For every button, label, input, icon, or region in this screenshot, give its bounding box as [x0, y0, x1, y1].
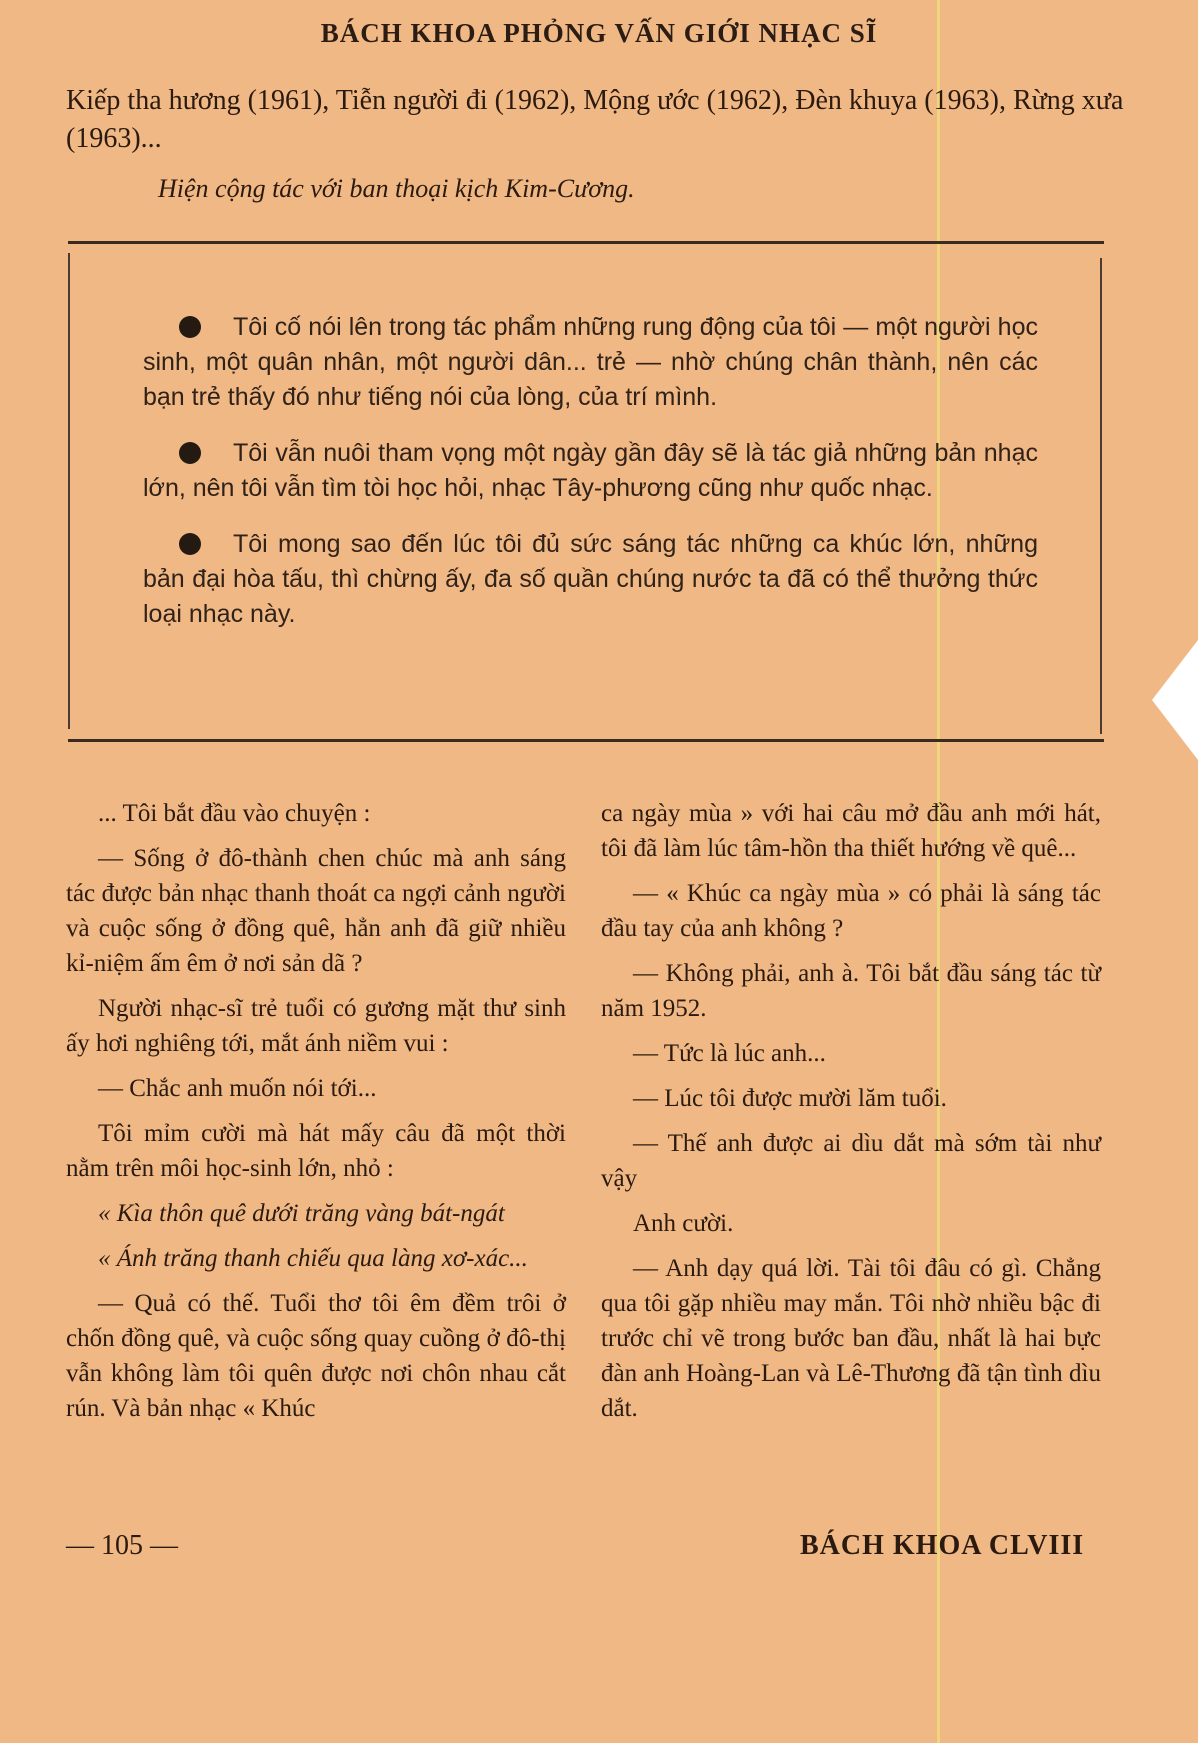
paragraph: ... Tôi bắt đầu vào chuyện :	[98, 800, 371, 827]
quote-text: Tôi cố nói lên trong tác phẩm những rung động của tôi — một người học sinh, một quân nhân, một người dân... trẻ — nhờ chúng chân thành, nên các bạn trẻ thấy đó như tiếng nói của lòng, của trí mình.	[143, 313, 1038, 411]
quote-box	[143, 310, 1038, 653]
right-column	[601, 796, 1101, 1436]
issue-label: BÁCH KHOA CLVIII	[800, 1530, 1085, 1561]
intro-section	[66, 82, 1126, 208]
bullet-icon	[179, 316, 201, 338]
box-top-rule	[68, 241, 1104, 244]
paragraph: ca ngày mùa » với hai câu mở đầu anh mới hát, tôi đã làm lúc tâm-hồn tha thiết hướng về quê...	[601, 800, 1101, 862]
box-right-border	[1100, 258, 1102, 734]
paragraph: — Anh dạy quá lời. Tài tôi đâu có gì. Chẳng qua tôi gặp nhiều may mắn. Tôi nhờ nhiều bậc đi trước chỉ vẽ trong bước ban đầu, nhất là hai bực đàn anh Hoàng-Lan và Lê-Thương đã tận tình dìu dắt.	[601, 1255, 1101, 1422]
paragraph: — Chắc anh muốn nói tới...	[98, 1075, 377, 1102]
bullet-icon	[179, 442, 201, 464]
left-column	[66, 796, 566, 1436]
paragraph: Người nhạc-sĩ trẻ tuổi có gương mặt thư sinh ấy hơi nghiêng tới, mắt ánh niềm vui :	[66, 995, 566, 1057]
works-list: Kiếp tha hương (1961), Tiễn người đi (1962), Mộng ước (1962), Đèn khuya (1963), Rừng xưa (1963)...	[66, 85, 1124, 154]
paragraph: — Quả có thế. Tuổi thơ tôi êm đềm trôi ở chốn đồng quê, và cuộc sống quay cuồng ở đô-thị vẫn không làm tôi quên được nơi chôn nhau cắt rún. Và bản nhạc « Khúc	[66, 1290, 566, 1422]
page-number: — 105 —	[66, 1530, 178, 1561]
paragraph: Anh cười.	[633, 1210, 734, 1237]
collaboration-note: Hiện cộng tác với ban thoại kịch Kim-Cương.	[158, 174, 635, 203]
paragraph: — « Khúc ca ngày mùa » có phải là sáng tác đầu tay của anh không ?	[601, 880, 1101, 942]
paragraph: — Tức là lúc anh...	[633, 1040, 826, 1067]
paragraph: — Lúc tôi được mười lăm tuổi.	[633, 1085, 947, 1112]
paragraph: — Không phải, anh à. Tôi bắt đầu sáng tác từ năm 1952.	[601, 960, 1101, 1022]
box-bottom-rule	[68, 739, 1104, 742]
song-verse: « Kìa thôn quê dưới trăng vàng bát-ngát	[98, 1200, 505, 1227]
paragraph: Tôi mỉm cười mà hát mấy câu đã một thời nằm trên môi học-sinh lớn, nhỏ :	[66, 1120, 566, 1182]
torn-edge	[1152, 640, 1198, 760]
quote-item	[143, 527, 1038, 632]
paragraph: — Thế anh được ai dìu dắt mà sớm tài như vậy	[601, 1130, 1101, 1192]
bullet-icon	[179, 533, 201, 555]
quote-text: Tôi vẫn nuôi tham vọng một ngày gần đây sẽ là tác giả những bản nhạc lớn, nên tôi vẫn tìm tòi học hỏi, nhạc Tây-phương cũng như quốc nhạc.	[143, 439, 1038, 502]
quote-item	[143, 310, 1038, 415]
quote-text: Tôi mong sao đến lúc tôi đủ sức sáng tác những ca khúc lớn, những bản đại hòa tấu, thì chừng ấy, đa số quần chúng nước ta đã có thể thưởng thức loại nhạc này.	[143, 530, 1038, 628]
song-verse: « Ánh trăng thanh chiếu qua làng xơ-xác...	[98, 1245, 528, 1272]
page-header-title: BÁCH KHOA PHỎNG VẤN GIỚI NHẠC SĨ	[320, 18, 878, 48]
box-left-border	[68, 253, 70, 729]
quote-item	[143, 436, 1038, 506]
paragraph: — Sống ở đô-thành chen chúc mà anh sáng tác được bản nhạc thanh thoát ca ngợi cảnh người và cuộc sống ở đồng quê, hẳn anh đã giữ nhiều kỉ-niệm ấm êm ở nơi sản dã ?	[66, 845, 566, 977]
